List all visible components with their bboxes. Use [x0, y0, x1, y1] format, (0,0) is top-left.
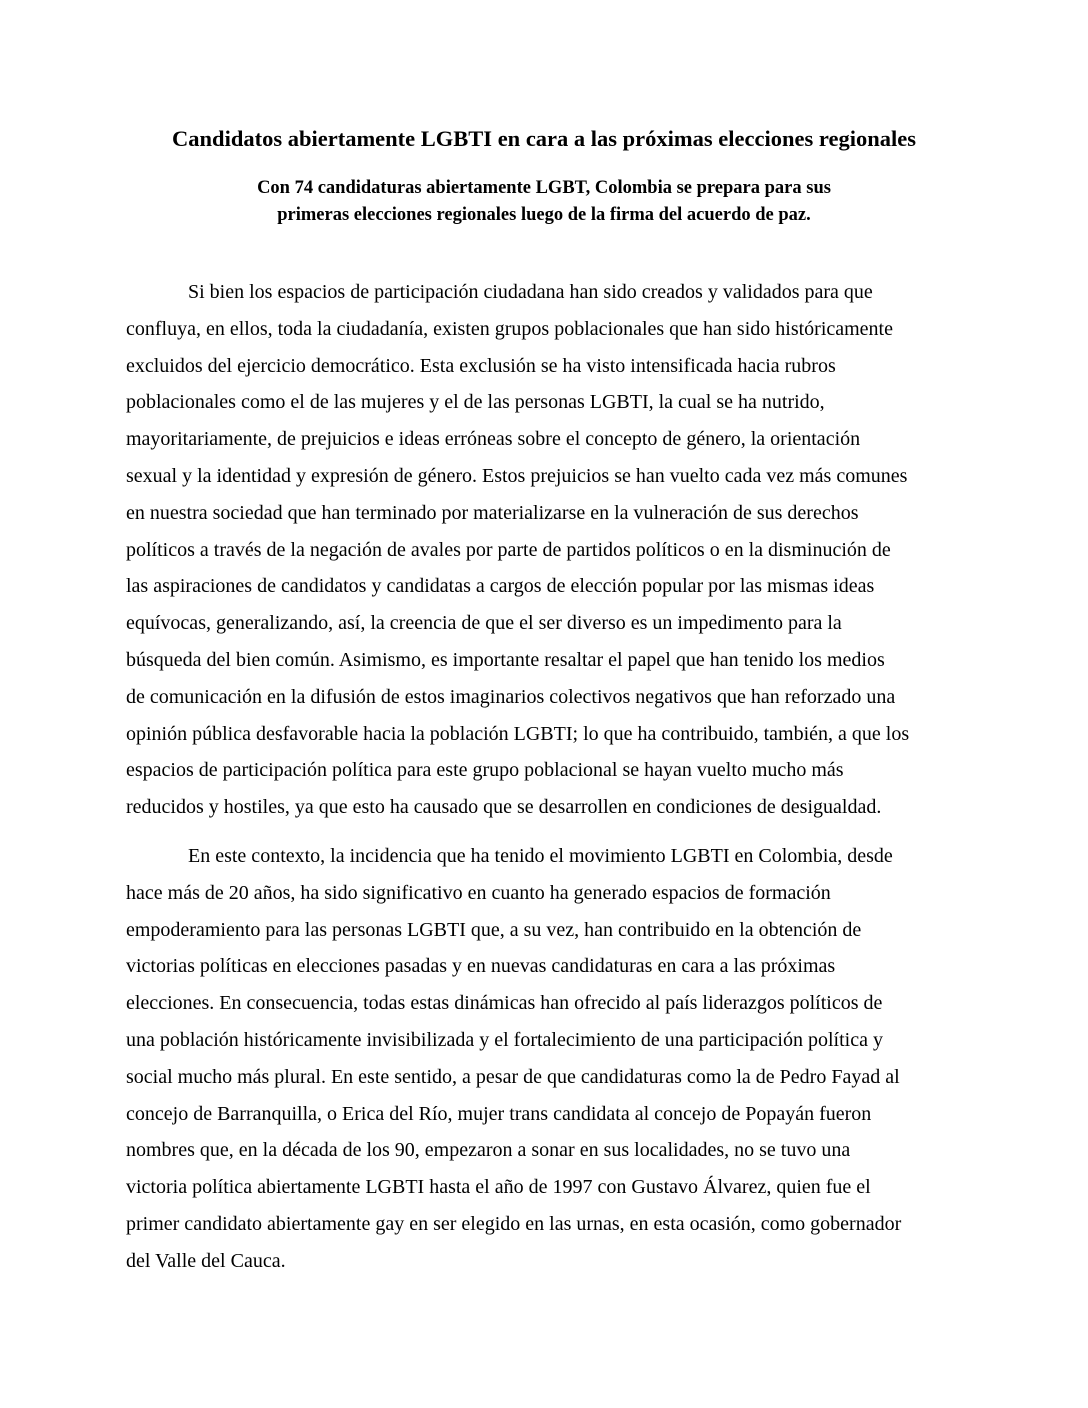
- text-line: las aspiraciones de candidatos y candidatas a cargos de elección popular por las mismas ideas: [126, 575, 875, 598]
- text-line: búsqueda del bien común. Asimismo, es importante resaltar el papel que han tenido los medios: [126, 648, 885, 671]
- text-line: hace más de 20 años, ha sido significativo en cuanto ha generado espacios de formación: [126, 881, 831, 904]
- text-line: de comunicación en la difusión de estos imaginarios colectivos negativos que han reforzado una: [126, 685, 896, 708]
- text-line: confluya, en ellos, toda la ciudadanía, existen grupos poblacionales que han sido históricamente: [126, 317, 893, 340]
- text-line: En este contexto, la incidencia que ha tenido el movimiento LGBTI en Colombia, desde: [188, 845, 893, 867]
- text-line: concejo de Barranquilla, o Erica del Río, mujer trans candidata al concejo de Popayán fueron: [126, 1102, 872, 1125]
- text-line: nombres que, en la década de los 90, empezaron a sonar en sus localidades, no se tuvo una: [126, 1139, 851, 1162]
- text-line: sexual y la identidad y expresión de género. Estos prejuicios se han vuelto cada vez más comunes: [126, 464, 908, 487]
- text-line: políticos a través de la negación de avales por parte de partidos políticos o en la disminución de: [126, 538, 891, 561]
- text-line: empoderamiento para las personas LGBTI que, a su vez, han contribuido en la obtención de: [126, 918, 862, 941]
- text-line: excluidos del ejercicio democrático. Esta exclusión se ha visto intensificada hacia rubros: [126, 354, 836, 377]
- text-line: opinión pública desfavorable hacia la población LGBTI; lo que ha contribuido, también, a que los: [126, 722, 910, 745]
- body-paragraph-2: [126, 838, 976, 1280]
- text-line: del Valle del Cauca.: [126, 1249, 286, 1272]
- text-line: reducidos y hostiles, ya que esto ha causado que se desarrollen en condiciones de desigualdad.: [126, 796, 882, 819]
- text-line: victoria política abiertamente LGBTI hasta el año de 1997 con Gustavo Álvarez, quien fue el: [126, 1176, 871, 1199]
- text-line: espacios de participación política para este grupo poblacional se hayan vuelto mucho más: [126, 759, 844, 782]
- page-title: Candidatos abiertamente LGBTI en cara a las próximas elecciones regionales: [172, 126, 916, 151]
- text-line: social mucho más plural. En este sentido, a pesar de que candidaturas como la de Pedro Fayad al: [126, 1065, 900, 1088]
- text-line: poblacionales como el de las mujeres y el de las personas LGBTI, la cual se ha nutrido,: [126, 391, 825, 414]
- text-line: Si bien los espacios de participación ciudadana han sido creados y validados para que: [188, 281, 873, 303]
- body-paragraph-1: [126, 274, 976, 826]
- text-line: victorias políticas en elecciones pasadas y en nuevas candidaturas en cara a las próximas: [126, 955, 836, 978]
- text-line: una población históricamente invisibilizada y el fortalecimiento de una participación política y: [126, 1028, 883, 1051]
- text-line: primer candidato abiertamente gay en ser elegido en las urnas, en esta ocasión, como gobernador: [126, 1212, 902, 1235]
- text-line: en nuestra sociedad que han terminado por materializarse en la vulneración de sus derechos: [126, 501, 859, 524]
- text-line: mayoritariamente, de prejuicios e ideas erróneas sobre el concepto de género, la orientación: [126, 428, 861, 451]
- text-line: equívocas, generalizando, así, la creencia de que el ser diverso es un impedimento para la: [126, 612, 842, 635]
- page-subtitle: Con 74 candidaturas abiertamente LGBT, Colombia se prepara para sus primeras elecciones regionales luego de la firma del acuerdo de paz.: [257, 178, 831, 225]
- text-line: elecciones. En consecuencia, todas estas dinámicas han ofrecido al país liderazgos políticos de: [126, 992, 883, 1015]
